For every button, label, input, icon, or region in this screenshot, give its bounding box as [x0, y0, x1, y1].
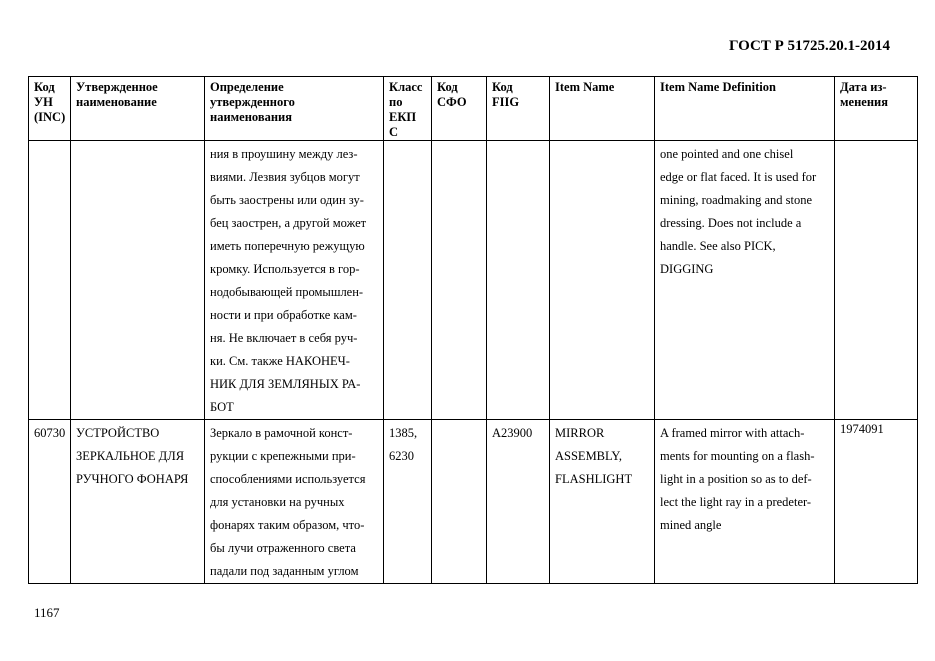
cell-fiig-code: A23900 — [487, 420, 550, 584]
cell-inc-code: 60730 — [29, 420, 71, 584]
cell-change-date — [835, 141, 918, 420]
cell-sfo-code — [432, 141, 487, 420]
header-fiig-code: Код FIIG — [487, 77, 550, 141]
cell-item-name-definition: A framed mirror with attach- ments for mounting on a flash- light in a position so as to def- lect the light ray in a predeter- mined angle — [655, 420, 835, 584]
cell-fiig-code — [487, 141, 550, 420]
cell-class: 1385, 6230 — [384, 420, 432, 584]
cell-approved-name: УСТРОЙСТВО ЗЕРКАЛЬНОЕ ДЛЯ РУЧНОГО ФОНАРЯ — [71, 420, 205, 584]
table-row — [29, 420, 918, 584]
cell-item-name: MIRROR ASSEMBLY, FLASHLIGHT — [550, 420, 655, 584]
header-inc-code: Код УН (INC) — [29, 77, 71, 141]
cell-class — [384, 141, 432, 420]
table-row — [29, 141, 918, 420]
header-sfo-code: Код СФО — [432, 77, 487, 141]
cell-inc-code — [29, 141, 71, 420]
cell-approved-name-definition: ния в проушину между лез- виями. Лезвия зубцов могут быть заострены или один зу- бец заострен, а другой может иметь поперечную режущую кромку. Используется в гор- нодобывающей промышлен- ности и при обработке кам- ня. Не включает в себя руч- ки. См. также НАКОНЕЧ- НИК ДЛЯ ЗЕМЛЯНЫХ РА- БОТ — [205, 141, 384, 420]
header-approved-name-definition: Определение утвержденного наименования — [205, 77, 384, 141]
header-approved-name: Утвержденное наименование — [71, 77, 205, 141]
nomenclature-table — [28, 76, 918, 584]
cell-change-date: 1974091 — [835, 420, 918, 584]
header-class: Класс по ЕКП С — [384, 77, 432, 141]
cell-approved-name-definition: Зеркало в рамочной конст- рукции с крепежными при- способлениями используется для установки на ручных фонарях таким образом, что- бы лучи отраженного света падали под заданным углом — [205, 420, 384, 584]
table-header-row — [29, 77, 918, 141]
cell-item-name-definition: one pointed and one chisel edge or flat faced. It is used for mining, roadmaking and stone dressing. Does not include a handle. See also PICK, DIGGING — [655, 141, 835, 420]
cell-approved-name — [71, 141, 205, 420]
cell-sfo-code — [432, 420, 487, 584]
header-change-date: Дата из- менения — [835, 77, 918, 141]
header-item-name-definition: Item Name Definition — [655, 77, 835, 141]
header-item-name: Item Name — [550, 77, 655, 141]
page-number: 1167 — [34, 605, 60, 620]
standard-designation: ГОСТ Р 51725.20.1-2014 — [728, 38, 890, 54]
cell-item-name — [550, 141, 655, 420]
